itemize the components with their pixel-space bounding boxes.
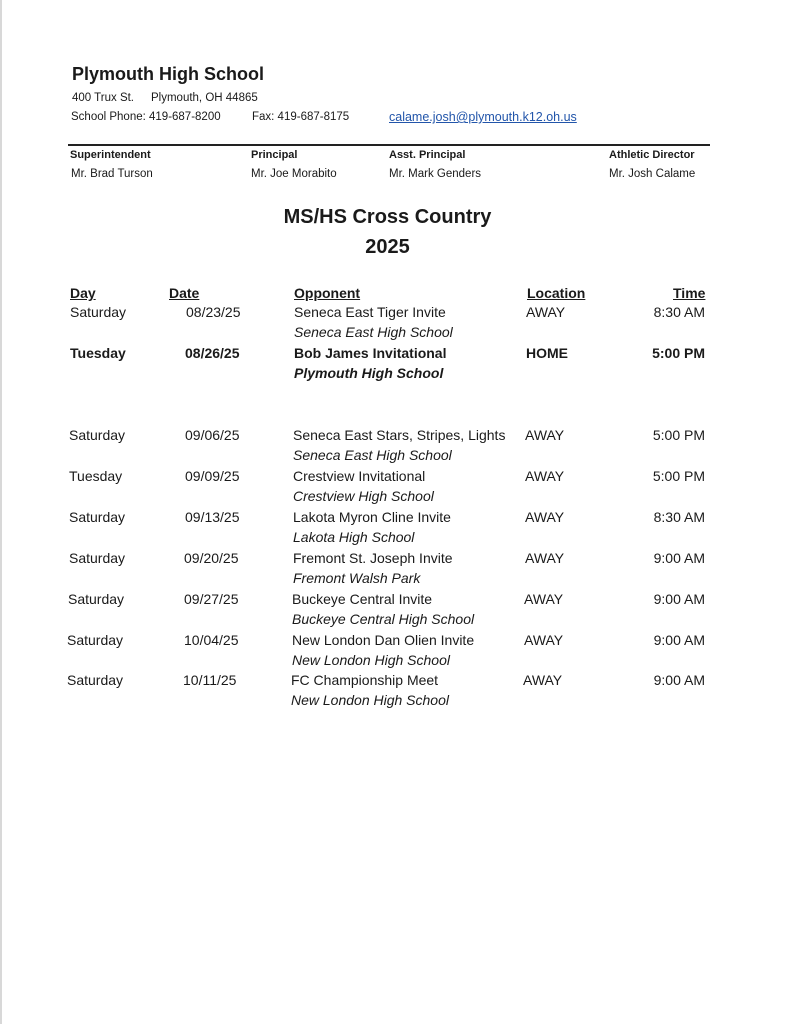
- row-day: Saturday: [70, 304, 127, 320]
- row-venue: Plymouth High School: [294, 365, 444, 381]
- row-opponent: FC Championship Meet: [291, 672, 439, 688]
- school-name: Plymouth High School: [72, 64, 264, 84]
- row-location: AWAY: [524, 591, 564, 607]
- column-header-opponent: Opponent: [294, 285, 361, 301]
- staff-role-athletic-director: Athletic Director: [609, 149, 695, 161]
- column-header-date: Date: [169, 285, 200, 301]
- row-location: AWAY: [526, 304, 566, 320]
- column-header-location: Location: [527, 285, 586, 301]
- row-venue: New London High School: [291, 692, 449, 708]
- row-venue: Fremont Walsh Park: [293, 570, 421, 586]
- row-date: 09/27/25: [184, 591, 239, 607]
- row-opponent: Buckeye Central Invite: [292, 591, 433, 607]
- staff-role-superintendent: Superintendent: [70, 149, 151, 161]
- row-time: 9:00 AM: [653, 550, 705, 566]
- row-date: 09/13/25: [185, 509, 240, 525]
- email-link[interactable]: calame.josh@plymouth.k12.oh.us: [389, 110, 577, 124]
- row-location: AWAY: [524, 632, 564, 648]
- row-day: Tuesday: [70, 345, 126, 361]
- row-venue: Lakota High School: [293, 529, 415, 545]
- row-date: 09/06/25: [185, 427, 240, 443]
- row-time: 9:00 AM: [653, 672, 705, 688]
- row-time: 8:30 AM: [653, 509, 705, 525]
- row-opponent: Fremont St. Joseph Invite: [293, 550, 453, 566]
- header-divider: [68, 144, 710, 146]
- row-time: 9:00 AM: [653, 591, 705, 607]
- row-venue: Seneca East High School: [293, 447, 452, 463]
- row-time: 5:00 PM: [652, 468, 705, 484]
- row-date: 08/26/25: [185, 345, 240, 361]
- staff-role-principal: Principal: [251, 149, 298, 161]
- row-venue: Buckeye Central High School: [292, 611, 475, 627]
- row-opponent: Crestview Invitational: [293, 468, 426, 484]
- schedule-title: MS/HS Cross Country: [283, 206, 492, 228]
- row-location: AWAY: [525, 427, 565, 443]
- row-opponent: Seneca East Stars, Stripes, Lights: [293, 427, 506, 443]
- row-date: 09/20/25: [184, 550, 239, 566]
- row-day: Saturday: [67, 632, 124, 648]
- row-day: Saturday: [69, 550, 126, 566]
- row-day: Tuesday: [69, 468, 123, 484]
- staff-name-principal: Mr. Joe Morabito: [251, 168, 337, 180]
- street-address: 400 Trux St.: [72, 92, 135, 104]
- row-day: Saturday: [69, 509, 126, 525]
- column-header-day: Day: [70, 285, 96, 301]
- row-date: 10/11/25: [183, 672, 237, 688]
- row-time: 5:00 PM: [652, 427, 705, 443]
- row-venue: New London High School: [292, 652, 450, 668]
- school-fax: Fax: 419-687-8175: [252, 111, 350, 123]
- row-time: 5:00 PM: [652, 345, 705, 361]
- row-opponent: New London Dan Olien Invite: [292, 632, 475, 648]
- row-venue: Seneca East High School: [294, 324, 453, 340]
- row-location: HOME: [526, 345, 568, 361]
- row-opponent: Lakota Myron Cline Invite: [293, 509, 451, 525]
- row-location: AWAY: [525, 468, 565, 484]
- row-day: Saturday: [69, 427, 126, 443]
- row-time: 9:00 AM: [653, 632, 705, 648]
- row-venue: Crestview High School: [293, 488, 434, 504]
- row-date: 08/23/25: [186, 304, 241, 320]
- row-time: 8:30 AM: [653, 304, 705, 320]
- city-address: Plymouth, OH 44865: [151, 92, 258, 104]
- row-location: AWAY: [525, 509, 565, 525]
- staff-role-asst-principal: Asst. Principal: [389, 149, 466, 161]
- row-date: 09/09/25: [185, 468, 240, 484]
- schedule-year: 2025: [365, 236, 410, 258]
- column-header-time: Time: [673, 285, 706, 301]
- school-phone: School Phone: 419-687-8200: [71, 111, 221, 123]
- staff-name-superintendent: Mr. Brad Turson: [71, 168, 153, 180]
- scan-page-edge: [0, 0, 2, 1024]
- row-date: 10/04/25: [184, 632, 239, 648]
- row-opponent: Bob James Invitational: [294, 345, 447, 361]
- staff-name-asst-principal: Mr. Mark Genders: [389, 168, 482, 180]
- row-opponent: Seneca East Tiger Invite: [294, 304, 446, 320]
- row-day: Saturday: [67, 672, 124, 688]
- row-day: Saturday: [68, 591, 125, 607]
- row-location: AWAY: [525, 550, 565, 566]
- row-location: AWAY: [523, 672, 563, 688]
- staff-name-athletic-director: Mr. Josh Calame: [609, 168, 696, 180]
